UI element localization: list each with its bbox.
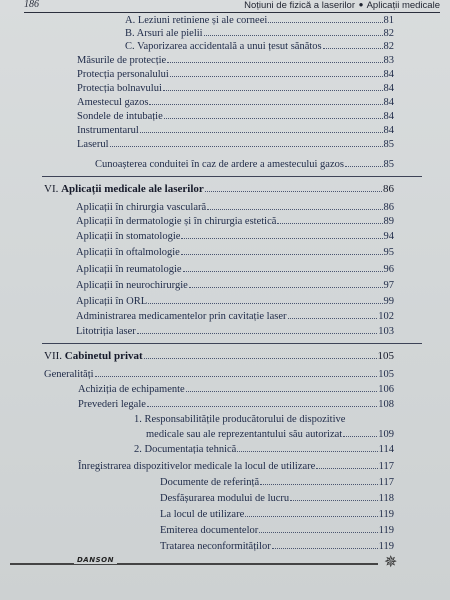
toc-chapter: VII. Cabinetul privat 105 [44,350,394,362]
toc-entry: Instrumentarul 84 [77,125,394,136]
publisher-logo: DANSON [74,556,117,564]
footer-rule [10,563,378,565]
toc-entry: Litotriția laser 103 [76,326,394,337]
toc-entry: Aplicații în reumatologie 96 [76,264,394,275]
toc-entry: Aplicații în ORL 99 [76,296,394,307]
toc-entry: Amestecul gazos 84 [77,97,394,108]
toc-entry: Aplicații în dermatologie și în chirurgia estetică 89 [76,216,394,227]
toc-entry: medicale sau ale reprezentantului său autorizat 109 [146,429,394,440]
toc-entry: B. Arsuri ale pielii 82 [125,28,394,39]
toc-entry: Protecția bolnavului 84 [77,83,394,94]
toc-entry: Aplicații în chirurgia vasculară 86 [76,202,394,213]
bullet-icon: ● [358,0,364,9]
section-divider [42,343,422,344]
toc-entry: 2. Documentația tehnică 114 [134,444,394,455]
toc-entry: A. Leziuni retiniene și ale corneei 81 [125,15,394,26]
running-title [244,0,440,11]
running-title-left: Noțiuni de fizică a laserilor [244,0,355,11]
page-number: 186 [24,0,39,10]
section-divider [42,176,422,177]
toc-entry: Cunoașterea conduitei în caz de ardere a amestecului gazos 85 [95,159,394,170]
toc-entry: Înregistrarea dispozitivelor medicale la locul de utilizare 117 [78,461,394,472]
toc-entry: Administrarea medicamentelor prin cavitație laser 102 [76,311,394,322]
toc-entry-line: 1. Responsabilitățile producătorului de dispozitive [134,414,346,425]
toc-chapter: VI. Aplicații medicale ale laserilor 86 [44,183,394,195]
running-title-right: Aplicații medicale [366,0,440,11]
toc-entry: Desfășurarea modului de lucru 118 [160,493,394,504]
toc-entry: Generalități 105 [44,369,394,380]
toc-entry: Prevederi legale 108 [78,399,394,410]
toc-entry: Sondele de intubație 84 [77,111,394,122]
toc-entry: Protecția personalului 84 [77,69,394,80]
toc-entry: La locul de utilizare 119 [160,509,394,520]
toc-entry: Aplicații în stomatologie 94 [76,231,394,242]
toc-entry: Aplicații în neurochirurgie 97 [76,280,394,291]
toc-entry: Tratarea neconformităților 119 [160,541,394,552]
toc-entry: Aplicații în oftalmologie 95 [76,247,394,258]
toc-entry: Emiterea documentelor 119 [160,525,394,536]
toc-entry: Achiziția de echipamente 106 [78,384,394,395]
toc-entry: Măsurile de protecție 83 [77,55,394,66]
ornament-star-icon: ✵ [384,554,398,571]
running-header [24,0,440,13]
toc-entry: Laserul 85 [77,139,394,150]
toc-entry: C. Vaporizarea accidentală a unui țesut sănătos 82 [125,41,394,52]
toc-entry: Documente de referință 117 [160,477,394,488]
